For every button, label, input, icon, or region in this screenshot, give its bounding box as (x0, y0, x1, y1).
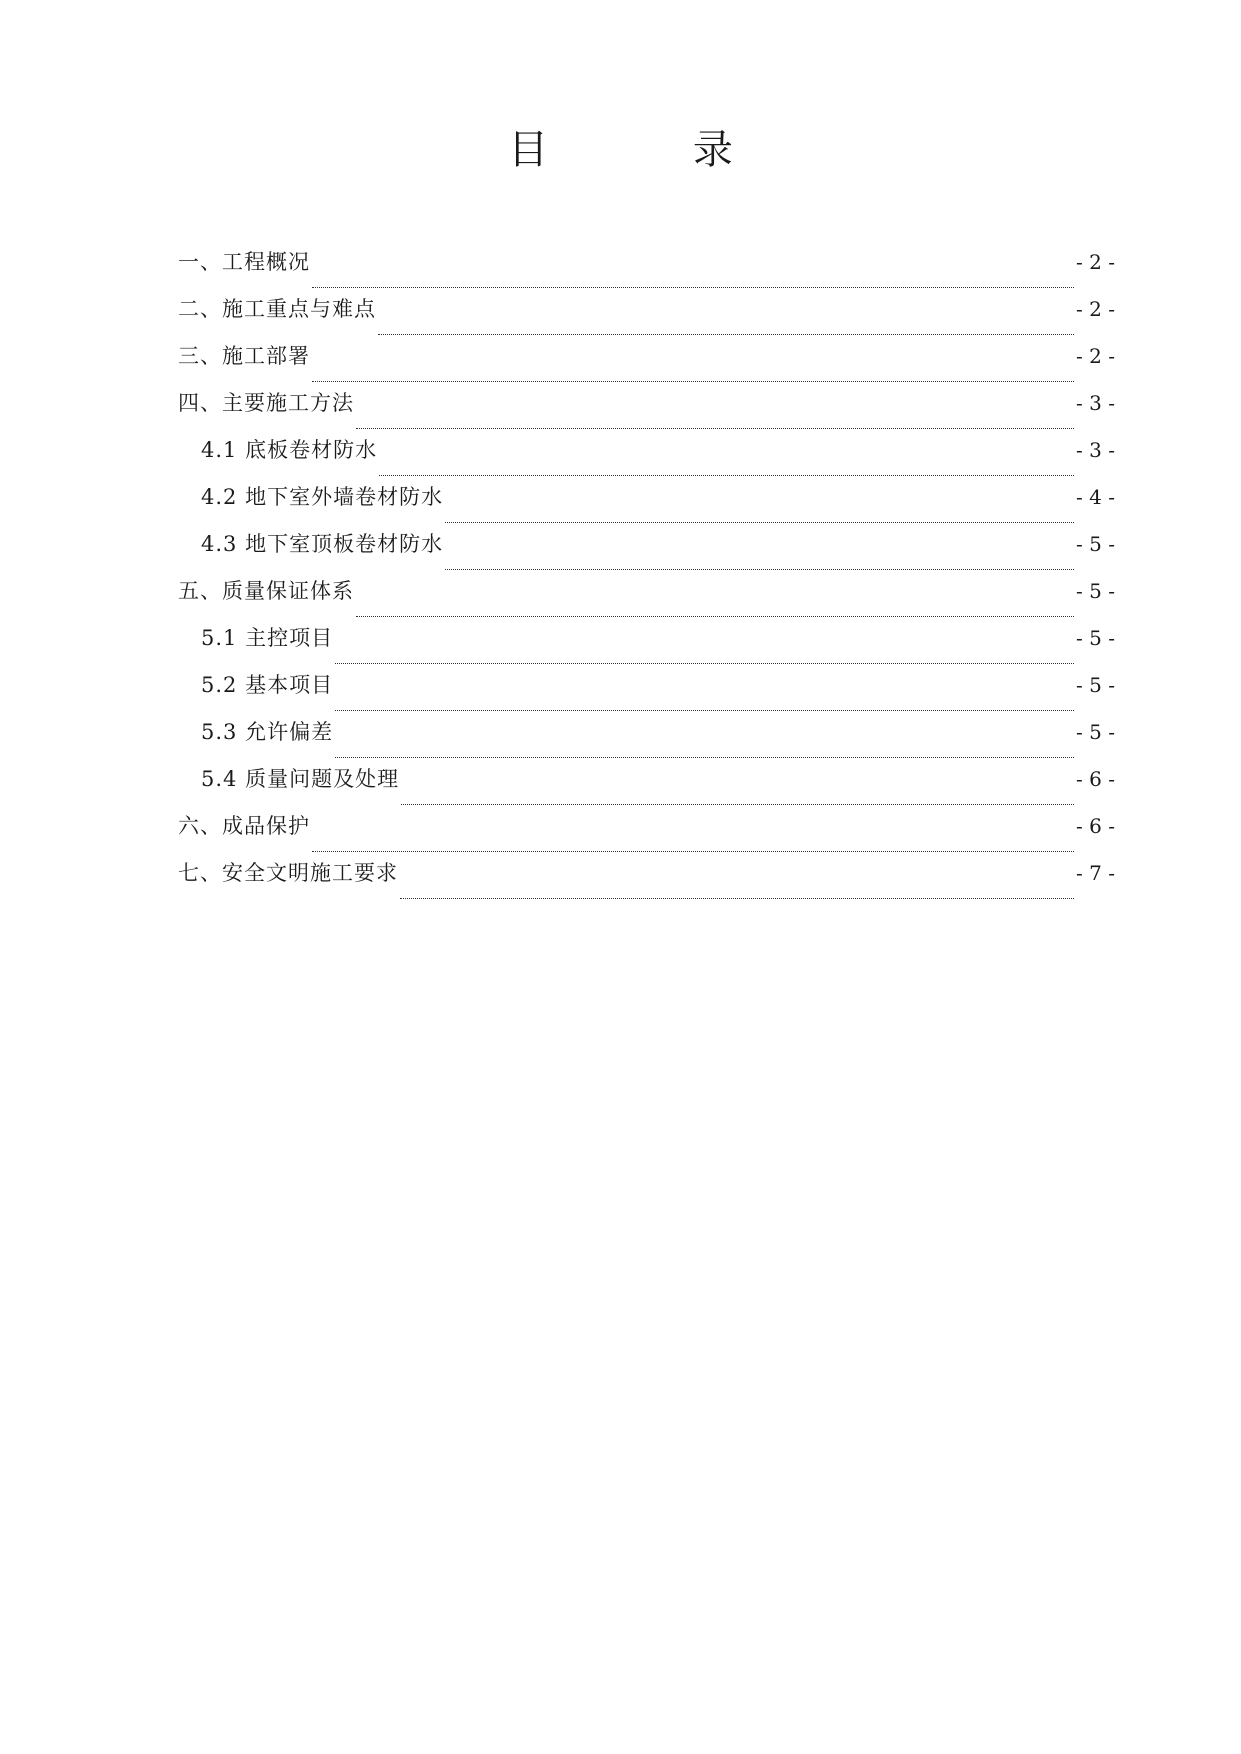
toc-entry-label: 六、成品保护 (178, 814, 310, 838)
toc-entry-label: 一、工程概况 (178, 250, 310, 274)
toc-entry-label: 五、质量保证体系 (178, 579, 354, 603)
toc-entry-page: - 5 - (1076, 673, 1115, 697)
toc-entry-page: - 2 - (1076, 297, 1115, 321)
toc-subentry[interactable] (178, 623, 1115, 670)
toc-subentry[interactable] (178, 764, 1115, 811)
toc-entry-label: 二、施工重点与难点 (178, 297, 376, 321)
dot-leader (445, 522, 1074, 523)
toc-entry-label: 七、安全文明施工要求 (178, 861, 398, 885)
dot-leader (356, 616, 1074, 617)
dot-leader (400, 898, 1074, 899)
toc-entry-page: - 4 - (1076, 485, 1115, 509)
toc-entry-page: - 5 - (1076, 720, 1115, 744)
toc-entry[interactable] (178, 576, 1115, 623)
toc-subentry[interactable] (178, 435, 1115, 482)
toc-entry-page: - 3 - (1076, 391, 1115, 415)
toc-entry-page: - 5 - (1076, 579, 1115, 603)
toc-entry[interactable] (178, 858, 1115, 905)
toc-entry-page: - 6 - (1076, 814, 1115, 838)
toc-entry-page: - 3 - (1076, 438, 1115, 462)
toc-entry[interactable] (178, 247, 1115, 294)
dot-leader (401, 804, 1074, 805)
toc-entry-label: 四、主要施工方法 (178, 391, 354, 415)
toc-entry[interactable] (178, 388, 1115, 435)
dot-leader (445, 569, 1074, 570)
toc-entry-label: 4.1 底板卷材防水 (201, 438, 378, 462)
dot-leader (335, 757, 1074, 758)
toc-subentry[interactable] (178, 529, 1115, 576)
dot-leader (356, 428, 1074, 429)
dot-leader (379, 475, 1074, 476)
toc-entry-label: 4.3 地下室顶板卷材防水 (201, 532, 444, 556)
toc-entry-page: - 2 - (1076, 250, 1115, 274)
dot-leader (335, 710, 1074, 711)
toc-subentry[interactable] (178, 670, 1115, 717)
toc-entry-page: - 5 - (1076, 626, 1115, 650)
dot-leader (312, 851, 1074, 852)
toc-subentry[interactable] (178, 482, 1115, 529)
toc-entry-label: 5.3 允许偏差 (201, 720, 334, 744)
toc-entry-page: - 7 - (1076, 861, 1115, 885)
toc-entry-label: 三、施工部署 (178, 344, 310, 368)
toc-entry[interactable] (178, 811, 1115, 858)
toc-entry[interactable] (178, 294, 1115, 341)
dot-leader (335, 663, 1074, 664)
toc-entry-label: 4.2 地下室外墙卷材防水 (201, 485, 444, 509)
toc-entry[interactable] (178, 341, 1115, 388)
toc-title: 目 录 (508, 127, 799, 173)
toc-entry-label: 5.1 主控项目 (201, 626, 334, 650)
toc-entry-label: 5.4 质量问题及处理 (201, 767, 400, 791)
table-of-contents (178, 247, 1115, 905)
toc-entry-page: - 2 - (1076, 344, 1115, 368)
toc-subentry[interactable] (178, 717, 1115, 764)
dot-leader (312, 381, 1074, 382)
toc-entry-label: 5.2 基本项目 (201, 673, 334, 697)
toc-entry-page: - 6 - (1076, 767, 1115, 791)
toc-entry-page: - 5 - (1076, 532, 1115, 556)
dot-leader (312, 287, 1074, 288)
dot-leader (378, 334, 1074, 335)
